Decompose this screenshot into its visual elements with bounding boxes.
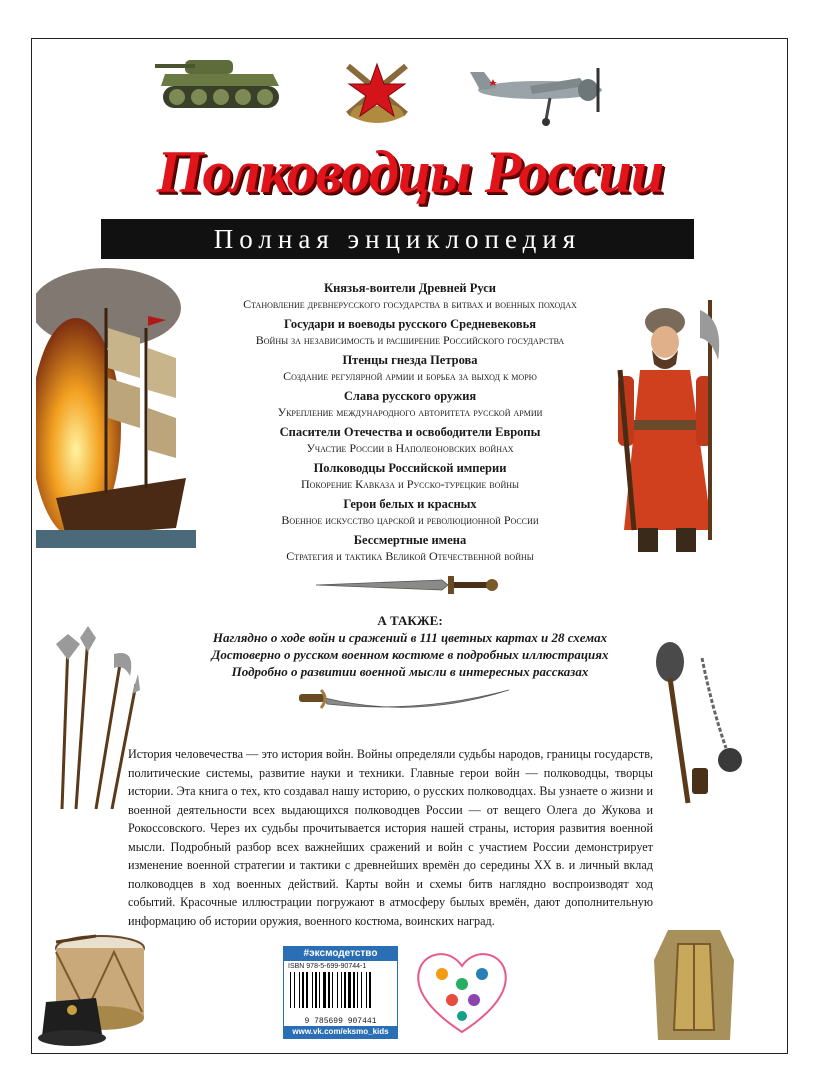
barcode-bar — [319, 972, 320, 1008]
barcode-bar — [294, 972, 295, 1008]
barcode-bar — [341, 972, 342, 1008]
barcode-bar — [312, 972, 313, 1008]
barcode-bar — [332, 972, 333, 1008]
armor-icon — [648, 920, 740, 1048]
toc-subheading: Становление древнерусского государства в битвах и военных походах — [243, 297, 577, 311]
toc-subheading: Стратегия и тактика Великой Отечественной войны — [286, 549, 534, 563]
toc-heading: Полководцы Российской империи — [313, 461, 507, 475]
toc-subheading: Участие России в Наполеоновских войнах — [306, 441, 514, 455]
toc-subheading: Укрепление международного авторитета русской армии — [277, 405, 543, 419]
barcode-bar — [328, 972, 330, 1008]
mace-flail-icon — [648, 628, 748, 808]
toc-item — [170, 496, 650, 528]
toc-heading: Князья-воители Древней Руси — [324, 281, 496, 295]
also-line: Достоверно о русском военном костюме в подробных иллюстрациях — [211, 647, 609, 662]
tank-icon — [155, 52, 285, 118]
isbn: ISBN 978-5-699-90744-1 — [288, 963, 367, 970]
toc-heading: Бессмертные имена — [353, 533, 467, 547]
barcode-bar — [299, 972, 300, 1008]
subtitle-bar — [101, 219, 694, 259]
heart-logo-icon — [412, 944, 512, 1036]
barcode-bar — [315, 972, 317, 1008]
toc-heading: Государи и воеводы русского Средневековья — [284, 317, 536, 331]
saber-icon — [295, 684, 515, 724]
barcode-bar — [361, 972, 362, 1008]
also-line: Наглядно о ходе войн и сражений в 111 цветных картах и 28 схемах — [212, 630, 608, 645]
toc-item — [170, 388, 650, 420]
also-heading: А ТАКЖЕ: — [377, 613, 443, 628]
description-text: История человечества — это история войн. Войны определяли судьбы народов, границы государств, политические системы, развитие науки и техники. Главные герои войн — полководцы, творцы истории. Эта книга о тех, кто создавал нашу историю, о русских полководцах. Вы узнаете о жизни и военной деятельности всех выдающихся полководцев России — от вещего Олега до Жукова и Рокоссовского. Через их судьбы прочитывается история нашей страны, история развития военной мысли. Подробный разбор всех важнейших сражений и войн с участием России демонстрирует изменение военной стратегии и тактики с древнейших времён до середины XX в. и личный вклад полководцев в ход военных действий. Карты войн и схемы битв наглядно воспроизводят ход событий. Красочные иллюстрации погружают в атмосферу былых времён, дают дополнительную информацию об истории оружия, военного костюма, воинских наград. — [128, 747, 653, 928]
sword-icon — [312, 574, 502, 596]
toc-subheading: Военное искусство царской и революционной России — [281, 513, 539, 527]
barcode-bar — [369, 972, 371, 1008]
barcode-bar — [306, 972, 308, 1008]
barcode-bar — [302, 972, 304, 1008]
plane-icon — [470, 62, 618, 128]
toc-heading: Спасители Отечества и освободители Европы — [279, 425, 541, 439]
barcode-block — [283, 946, 398, 1039]
shako-icon — [36, 990, 116, 1048]
table-of-contents — [170, 280, 650, 568]
star-emblem-icon — [340, 56, 414, 124]
toc-item — [170, 532, 650, 564]
polearms-icon — [40, 624, 140, 814]
barcode-bar — [337, 972, 338, 1008]
barcode-bar — [357, 972, 358, 1008]
barcode-bar — [353, 972, 355, 1008]
barcode-bar — [290, 972, 291, 1008]
barcode-bar — [344, 972, 346, 1008]
barcode-bar — [348, 972, 351, 1008]
barcode-number: 9 785699 907441 — [304, 1017, 377, 1026]
vk-link[interactable]: www.vk.com/eksmo_kids — [284, 1026, 397, 1038]
book-subtitle: Полная энциклопедия — [213, 223, 582, 254]
toc-heading: Герои белых и красных — [343, 497, 477, 511]
toc-item — [170, 460, 650, 492]
also-block — [150, 612, 670, 680]
toc-item — [170, 280, 650, 312]
toc-heading: Птенцы гнезда Петрова — [342, 353, 478, 367]
barcode-icon — [288, 972, 391, 1012]
toc-subheading: Войны за независимость и расширение Российского государства — [255, 333, 565, 347]
toc-item — [170, 352, 650, 384]
toc-subheading: Создание регулярной армии и борьба за выход к морю — [283, 369, 537, 383]
toc-subheading: Покорение Кавказа и Русско-турецкие войны — [301, 477, 519, 491]
barcode-bar — [323, 972, 326, 1008]
barcode-bar — [366, 972, 367, 1008]
eksmo-brand: #эксмодетство — [284, 947, 397, 961]
also-line: Подробно о развитии военной мысли в интересных рассказах — [231, 664, 589, 679]
toc-item — [170, 424, 650, 456]
book-title: Полководцы России — [156, 139, 664, 205]
toc-item — [170, 316, 650, 348]
toc-heading: Слава русского оружия — [343, 389, 477, 403]
